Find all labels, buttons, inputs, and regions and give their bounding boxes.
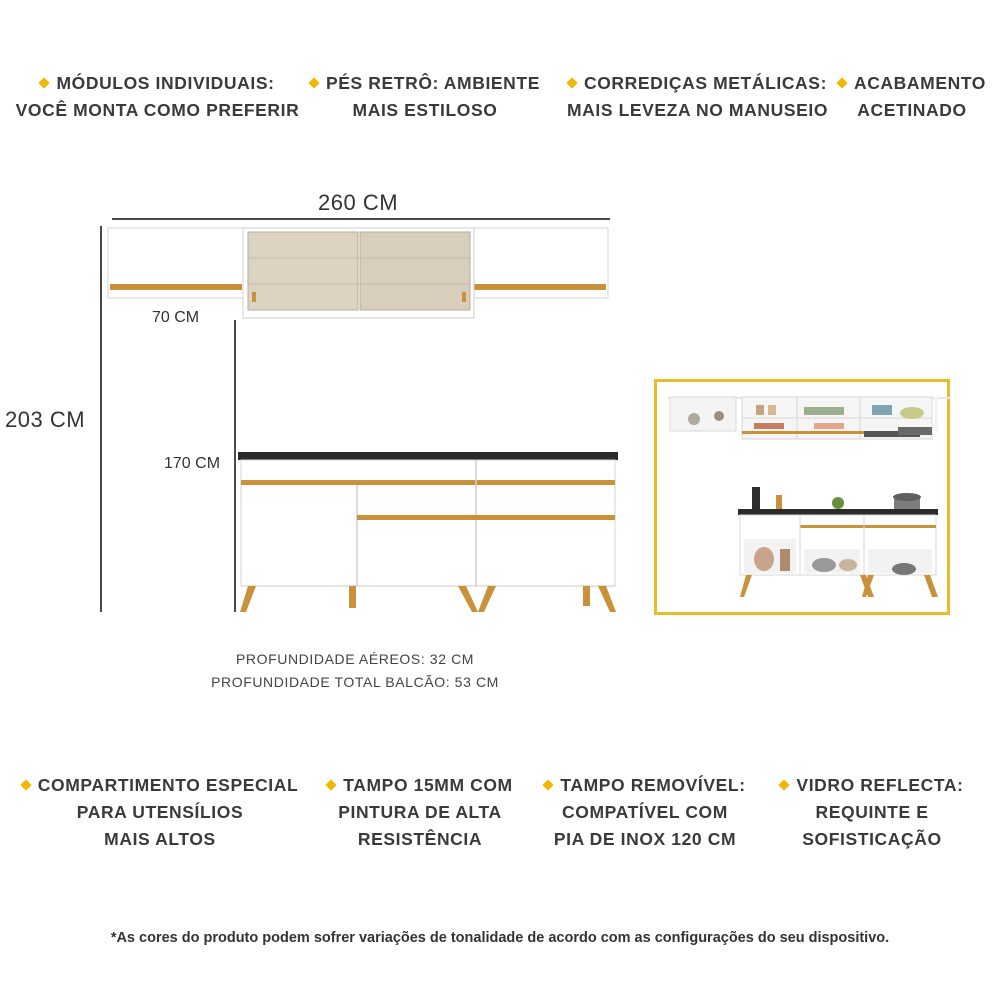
color-disclaimer: *As cores do produto podem sofrer variações de tonalidade de acordo com as configurações do seu dispositivo.	[110, 930, 890, 946]
upper-cabinets	[108, 228, 608, 318]
feature-compartimento: COMPARTIMENTO ESPECIAL PARA UTENSÍLIOS MAIS ALTOS	[14, 772, 306, 853]
height-label: 203 CM	[5, 407, 86, 432]
feature-acabamento: ACABAMENTO ACETINADO	[832, 70, 992, 124]
feature-tampo-15mm: TAMPO 15MM COM PINTURA DE ALTA RESISTÊNCIA	[310, 772, 530, 853]
feature-pes-retro: PÉS RETRÔ: AMBIENTE MAIS ESTILOSO	[305, 70, 545, 124]
feature-tampo-removivel: TAMPO REMOVÍVEL: COMPATÍVEL COM PIA DE INOX 120 CM	[530, 772, 760, 853]
diamond-bullet-icon	[20, 779, 31, 790]
feature-modulos: MÓDULOS INDIVIDUAIS: VOCÊ MONTA COMO PREFERIR	[15, 73, 300, 120]
diamond-bullet-icon	[543, 779, 554, 790]
upper-label: 70 CM	[152, 309, 200, 326]
lower-label: 170 CM	[164, 455, 221, 472]
depth-aereos: PROFUNDIDADE AÉREOS: 32 CM	[235, 651, 475, 667]
depth-balcao: PROFUNDIDADE TOTAL BALCÃO: 53 CM	[211, 674, 499, 690]
diamond-bullet-icon	[779, 779, 790, 790]
kitchen-styled-photo	[654, 379, 950, 615]
feature-corredicas: CORREDIÇAS METÁLICAS: MAIS LEVEZA NO MANUSEIO	[566, 73, 829, 120]
lower-cabinet	[238, 452, 618, 612]
width-label: 260 CM	[318, 190, 399, 215]
feature-vidro-reflecta: VIDRO REFLECTA: REQUINTE E SOFISTICAÇÃO	[772, 772, 972, 853]
diamond-bullet-icon	[326, 779, 337, 790]
